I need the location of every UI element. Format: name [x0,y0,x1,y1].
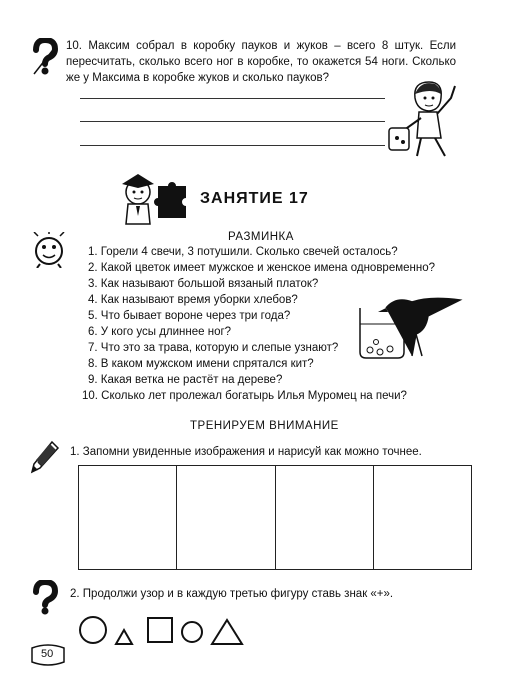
list-item: 10. Сколько лет пролежал богатырь Илья Муромец на печи? [82,390,407,402]
drawing-cell[interactable] [276,466,374,569]
drawing-cell[interactable] [374,466,471,569]
shape-pattern [76,612,246,646]
drawing-cell[interactable] [177,466,275,569]
triangle-shape [116,630,132,644]
list-item: 2. Какой цветок имеет мужское и женское имена одновременно? [88,262,436,274]
crow-and-jar-illustration [356,294,468,360]
drawing-grid [78,465,472,570]
list-item: 4. Как называют время уборки хлебов? [88,294,298,306]
pencil-icon [30,440,60,474]
list-item: 7. Что это за трава, которую и слепые узнают? [88,342,339,354]
answer-line[interactable] [80,121,385,122]
triangle-shape [212,620,242,644]
list-item: 6. У кого усы длиннее ног? [88,326,232,338]
list-item: 8. В каком мужском имени спрятался кит? [88,358,314,370]
warmup-heading: РАЗМИНКА [228,231,294,243]
list-item: 5. Что бывает вороне через три года? [88,310,291,322]
circle-shape [182,622,202,642]
drawing-cell[interactable] [79,466,177,569]
lesson-title: ЗАНЯТИЕ 17 [200,190,309,207]
question-mark-icon [30,38,60,76]
square-shape [148,618,172,642]
list-item: 1. Горели 4 свечи, 3 потушили. Сколько свечей осталось? [88,246,398,258]
task-1-text: 1. Запомни увиденные изображения и нарисуй как можно точнее. [70,446,422,458]
scholar-with-puzzle-illustration [108,170,190,228]
task-10-text: 10. Максим собрал в коробку пауков и жуков – всего 8 штук. Если пересчитать, сколько всего ног в коробке, то окажется 54 ноги. Сколько же у Максима в коробке жуков и сколько пауков? [66,40,456,84]
page-number: 50 [41,648,54,660]
question-mark-icon [30,580,60,616]
attention-heading: ТРЕНИРУЕМ ВНИМАНИЕ [190,420,339,432]
circle-shape [80,617,106,643]
task-2-text: 2. Продолжи узор и в каждую третью фигуру ставь знак «+». [70,588,394,600]
answer-line[interactable] [80,98,385,99]
list-item: 9. Какая ветка не растёт на дереве? [88,374,283,386]
list-item: 3. Как называют большой вязаный платок? [88,278,319,290]
answer-line[interactable] [80,145,385,146]
boy-with-jar-illustration [385,78,475,160]
alarm-clock-icon [32,232,66,268]
